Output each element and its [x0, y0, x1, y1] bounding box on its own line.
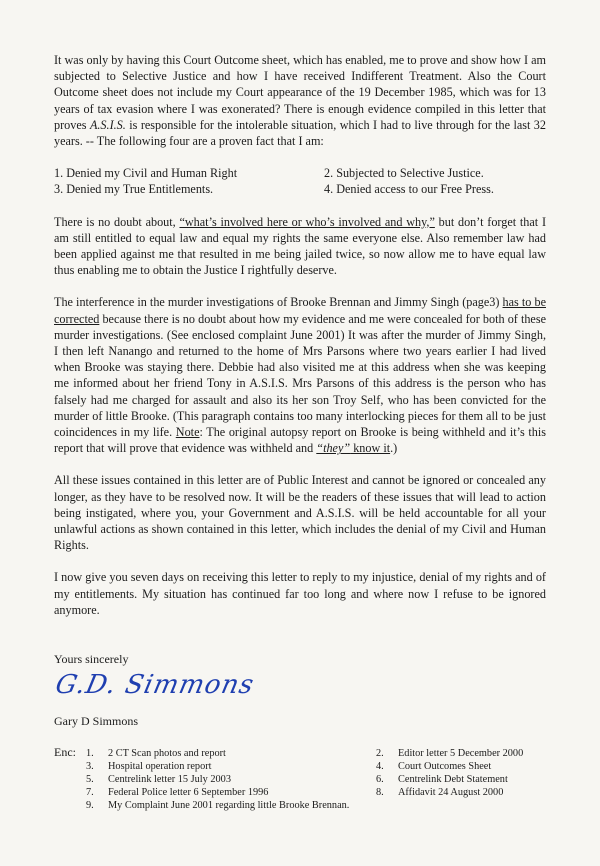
paragraph-public-interest: All these issues contained in this letter are of Public Interest and cannot be ignored or concealed any longer, as they have to be resolved now. It will be the readers of these issues that will lead to action being instigated, where you, your Government and A.S.I.S. will be held accountable for all your unlawful actions as shown contained in this letter, which includes the denial of my Civil and Human Rights. — [54, 473, 546, 553]
right-item-3: 3. Denied my True Entitlements. — [54, 182, 214, 197]
paragraph-no-doubt: There is no doubt about, “what’s involved here or who’s involved and why,” but don’t forget that I am still entitled to equal law and equal my rights the same everyone else. Also remember law had been applied against me that resulted in me being jailed twice, so now allow me to have equal law thus enabling me to obtain the Justice I rightfully deserve. — [54, 214, 547, 278]
right-item-2: 2. Subjected to Selective Justice. — [324, 166, 484, 181]
note-label: Note — [175, 425, 200, 440]
enclosure-item: 7. Federal Police letter 6 September 1996 — [86, 787, 269, 798]
right-item-1: 1. Denied my Civil and Human Right — [54, 166, 238, 181]
underlined-phrase: has to be corrected — [54, 295, 546, 326]
enclosure-item: 1. 2 CT Scan photos and report — [86, 748, 226, 759]
enclosure-item: 3. Hospital operation report — [86, 761, 212, 772]
they-italic: “they” — [316, 441, 351, 456]
paragraph-court-outcome: It was only by having this Court Outcome sheet, which has enabled, me to prove and show how I am subjected to Selective Justice and how I have received Indifferent Treatment. Also the Court Outcome sheet does not include my Court appearance of the 19 December 1985, which was for 13 years of tax evasion where I was exonerated? There is enough evidence compiled in this letter that proves A.S.I.S. is responsible for the intolerable situation, which I had to live through for the last 32 years. -- The following four are a proven fact that I am: — [54, 53, 546, 149]
handwritten-signature: G.D. Simmons — [52, 670, 257, 700]
paragraph-seven-days: I now give you seven days on receiving this letter to reply to my injustice, denial of my rights and of my entitlements. My situation has continued far too long and where now I refuse to be ignored anymore. — [54, 570, 546, 617]
letter-body — [54, 52, 546, 634]
enclosure-item: 4. Court Outcomes Sheet — [376, 761, 492, 772]
signer-name: Gary D Simmons — [54, 714, 138, 728]
enclosure-item: 8. Affidavit 24 August 2000 — [376, 787, 504, 798]
enclosures-right-column — [376, 747, 556, 799]
enclosure-item: 9. My Complaint June 2001 regarding little Brooke Brennan. — [86, 800, 350, 811]
enclosure-item: 6. Centrelink Debt Statement — [376, 774, 508, 785]
asis-italic: A.S.I.S. — [89, 117, 126, 132]
underlined-quote: “what’s involved here or who’s involved and why,” — [179, 214, 435, 229]
paragraph-murder-investigations: The interference in the murder investigations of Brooke Brennan and Jimmy Singh (page3) has to be corrected because there is no doubt about how my evidence and me were concealed for both of these murder investigations. (See enclosed complaint June 2001) It was after the murder of Jimmy Singh, I then left Nanango and returned to the home of Mrs Parsons where two years earlier I had lived when Brooke was staying there. Debbie had also visited me at this address when she was keeping me informed about her friend Tony in A.S.I.S. Mrs Parsons of this address is the person who has falsely had me charged for assault and also its her son Troy Self, who has been convicted for the murder of little Brooke. (This paragraph contains too many interlocking pieces for them all to be just coincidences in my life. Note: The original autopsy report on Brooke is being withheld and it’s this report that will prove that evidence was withheld and “they” know it.) — [54, 295, 547, 456]
right-item-4: 4. Denied access to our Free Press. — [324, 182, 494, 197]
enclosures-left-column — [86, 747, 376, 812]
rights-list — [54, 165, 546, 197]
enclosures-label: Enc: — [54, 745, 76, 759]
enclosure-item: 5. Centrelink letter 15 July 2003 — [86, 774, 231, 785]
enclosure-item: 2. Editor letter 5 December 2000 — [376, 748, 524, 759]
know-it-underlined: know it — [350, 441, 391, 456]
closing-salutation: Yours sincerely — [54, 652, 129, 666]
